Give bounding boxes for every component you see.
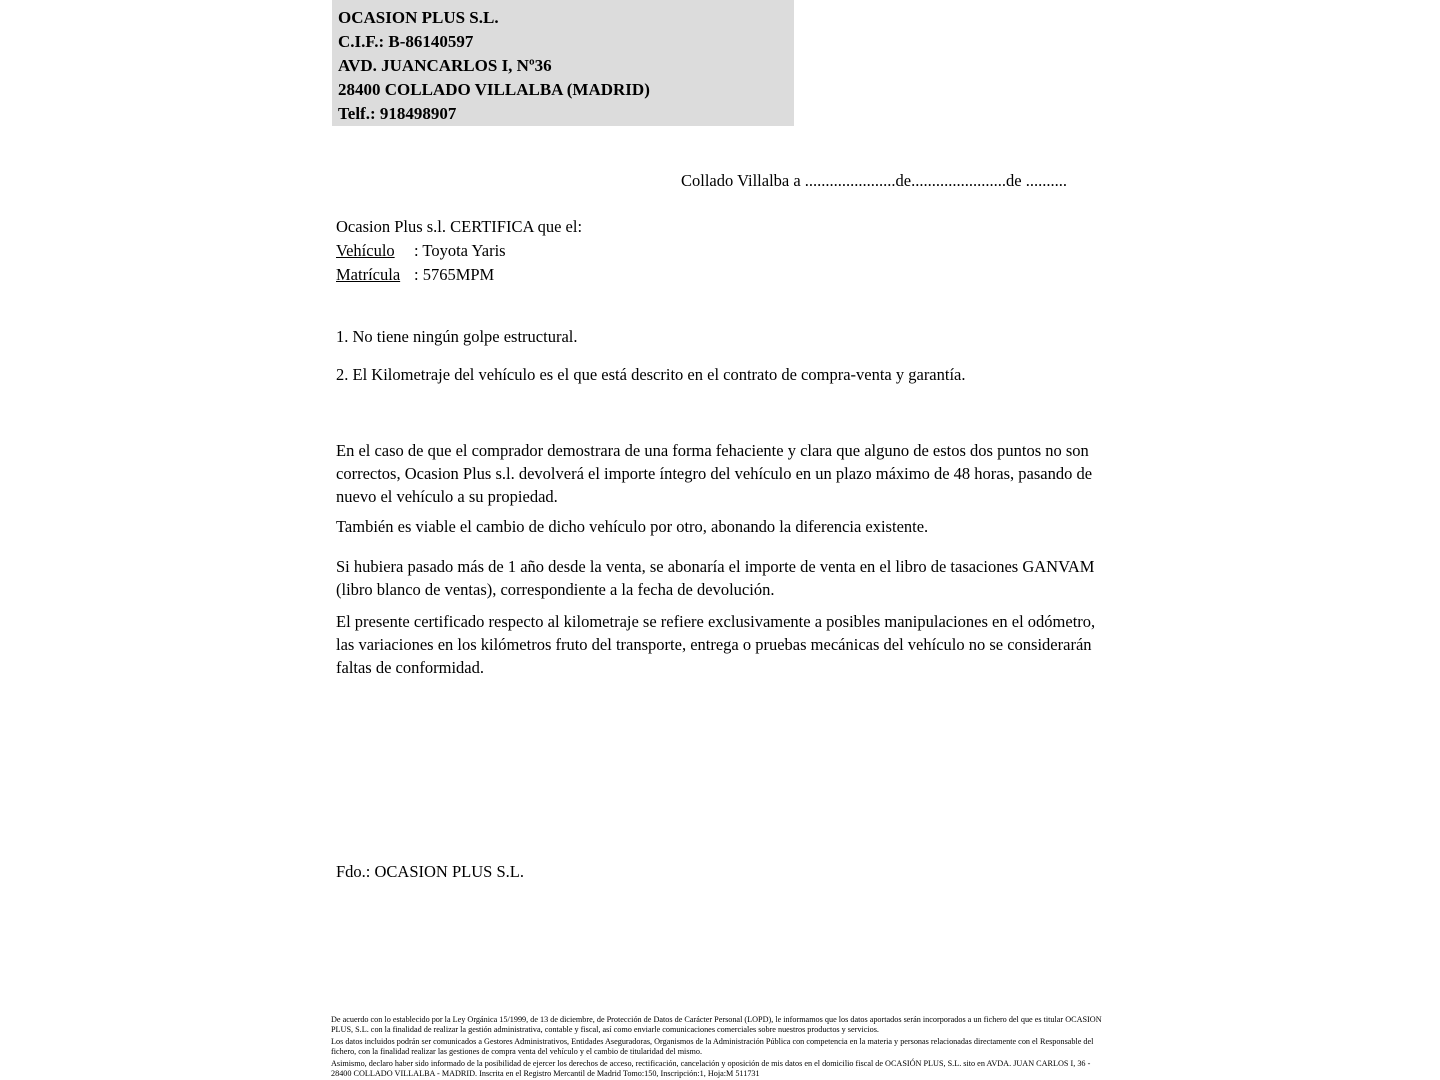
legal-notice xyxy=(331,1015,1109,1079)
plate-label: Matrícula xyxy=(336,265,401,284)
company-phone: Telf.: 918498907 xyxy=(338,104,457,123)
point-1: 1. No tiene ningún golpe estructural. xyxy=(336,327,578,346)
legal-line-3: Asimismo, declaro haber sido informado de la posibilidad de ejercer los derechos de acceso, rectificación, cancelación y oposición de mis datos en el domicilio fiscal de OCASIÓN PLUS, S.L. sito en AVDA. JUAN CARLOS I, 36 - 28400 COLLADO VILLALBA - MADRID. Inscrita en el Registro Mercantil de Madrid Tomo:150, Inscripción:1, Hoja:M 511731 xyxy=(331,1059,1091,1078)
certification-block xyxy=(336,215,582,287)
point-2: 2. El Kilometraje del vehículo es el que está descrito en el contrato de compra-venta y garantía. xyxy=(336,365,966,384)
signature-line: Fdo.: OCASION PLUS S.L. xyxy=(336,862,524,881)
legal-line-1: De acuerdo con lo establecido por la Ley Orgánica 15/1999, de 13 de diciembre, de Protección de Datos de Carácter Personal (LOPD), le informamos que los datos aportados serán incorporados a un fichero del que es titular OCASION PLUS, S.L. con la finalidad de realizar la gestión administrativa, contable y fiscal, así como enviarle comunicaciones comerciales sobre nuestros productos y servicios. xyxy=(331,1015,1102,1034)
paragraph-2: También es viable el cambio de dicho vehículo por otro, abonando la diferencia existente. xyxy=(336,517,929,536)
paragraph-4: El presente certificado respecto al kilometraje se refiere exclusivamente a posibles manipulaciones en el odómetro, las variaciones en los kilómetros fruto del transporte, entrega o pruebas mecánicas del vehículo no se considerarán faltas de conformidad. xyxy=(336,612,1096,677)
company-cif: C.I.F.: B-86140597 xyxy=(338,32,474,51)
vehicle-row xyxy=(336,239,582,263)
date-line: Collado Villalba a ......................de.......................de .......... xyxy=(681,171,1067,190)
legal-line-2: Los datos incluidos podrán ser comunicados a Gestores Administrativos, Entidades Aseguradoras, Organismos de la Administración Pública con competencia en la materia y personas relacionadas directamente con el Responsable del fichero, con la finalidad realizar las gestiones de compra venta del vehículo y el cambio de titularidad del mismo. xyxy=(331,1037,1094,1056)
plate-value: : 5765MPM xyxy=(414,265,495,284)
paragraph-3: Si hubiera pasado más de 1 año desde la venta, se abonaría el importe de venta en el libro de tasaciones GANVAM (libro blanco de ventas), correspondiente a la fecha de devolución. xyxy=(336,557,1095,599)
vehicle-label: Vehículo xyxy=(336,241,395,260)
company-city: 28400 COLLADO VILLALBA (MADRID) xyxy=(338,80,650,99)
company-address: AVD. JUANCARLOS I, Nº36 xyxy=(338,56,552,75)
paragraph-1: En el caso de que el comprador demostrara de una forma fehaciente y clara que alguno de estos dos puntos no son correctos, Ocasion Plus s.l. devolverá el importe íntegro del vehículo en un plazo máximo de 48 horas, pasando de nuevo el vehículo a su propiedad. xyxy=(336,441,1093,506)
certifies-intro: Ocasion Plus s.l. CERTIFICA que el: xyxy=(336,217,583,236)
letterhead-block xyxy=(332,0,794,126)
plate-row xyxy=(336,263,582,287)
company-name: OCASION PLUS S.L. xyxy=(338,8,499,27)
vehicle-value: : Toyota Yaris xyxy=(414,241,506,260)
